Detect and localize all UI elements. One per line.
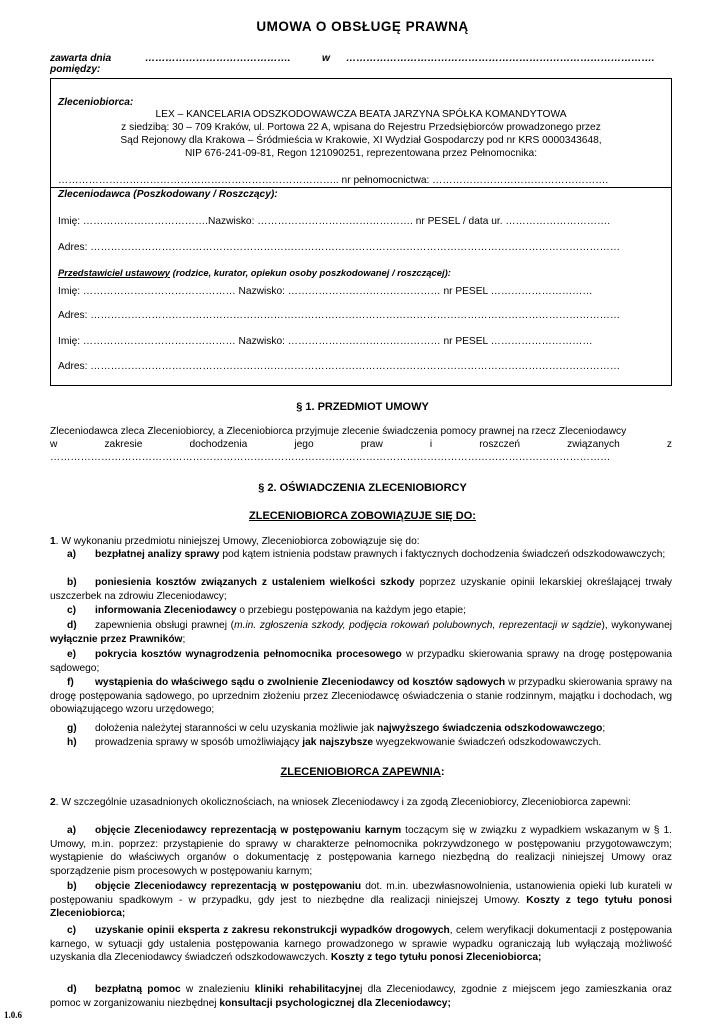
intro-number: 1 [50, 536, 56, 547]
word: praw [360, 439, 383, 450]
pomiedzy-label: pomiędzy: [50, 64, 101, 75]
version-label: 1.0.6 [4, 1010, 22, 1020]
rep1-name-field[interactable]: Imię: ……………………………………… Nazwisko: ……………………………………… nr PESEL ………………………… [58, 286, 593, 297]
parties-box [50, 78, 672, 386]
zleceniobiorca-nip: NIP 676-241-09-81, Regon 121090251, reprezentowana przez Pełnomocnika: [184, 148, 538, 159]
list-item-e: e) pokrycia kosztów wynagrodzenia pełnomocnika procesowego w przypadku skierowania sprawy na drogę postępowania sądowego; [50, 649, 672, 674]
rep2-name-field[interactable]: Imię: ……………………………………… Nazwisko: ……………………………………… nr PESEL ………………………… [58, 336, 593, 347]
section2-subtitle1: ZLECENIOBIORCA ZOBOWIĄZUJE SIĘ DO: [249, 510, 476, 522]
section2-p2-intro: 2. W szczególnie uzasadnionych okolicznościach, na wniosek Zleceniodawcy i za zgodą Zleceniobiorcy, Zleceniobiorca zapewni: [50, 797, 631, 808]
list2-item-b: b) objęcie Zleceniodawcy reprezentacją w postępowaniu dot. m.in. ubezwłasnowolnienia, ustanowienia opieki lub kurateli w postępowaniu spadkowym - w przypadku, gdy jest to niezbędne dla realizacji niniejszej Umowy. Koszty z tego tytułu ponosi Zleceniobiorca; [50, 881, 672, 919]
intro-text: . W wykonaniu przedmiotu niniejszej Umowy, Zleceniobiorca zobowiązuje się do: [55, 536, 420, 547]
zleceniodawca-address-field[interactable]: Adres: ………………………………………………………………………………………………………………………………………… [58, 242, 621, 253]
representative-label [58, 266, 451, 280]
list-item-c: c) informowania Zleceniodawcy o przebiegu postępowania na każdym jego etapie; [67, 605, 466, 616]
word: z [666, 439, 672, 450]
list-item-d: d) zapewnienia obsługi prawnej (m.in. zgłoszenia szkody, podjęcia rokowań polubownych, reprezentacji w sądzie), wykonywanej wyłącznie przez Prawników; [50, 620, 673, 645]
representative-desc: (rodzice, kurator, opiekun osoby poszkodowanej / roszczącej): [170, 267, 451, 278]
list2-item-c: c) uzyskanie opinii eksperta z zakresu rekonstrukcji wypadków drogowych, celem weryfikacji dokumentacji z postępowania karnego, w sytuacji gdy ustalenia postępowania karnego prowadzonego w sprawie wypadku ograniczają lub wyłączają możliwość uzyskania dla Zleceniodawcy świadczeń odszkodowawczych. Koszty z tego tytułu ponosi Zleceniobiorca; [50, 925, 672, 963]
zleceniobiorca-name: LEX – KANCELARIA ODSZKODOWAWCZA BEATA JARZYNA SPÓŁKA KOMANDYTOWA [155, 109, 567, 120]
zleceniobiorca-label: Zleceniobiorca: [58, 97, 134, 108]
zawarta-label: zawarta dnia [50, 53, 112, 64]
word: zakresie [104, 439, 143, 450]
word: związanych [567, 439, 620, 450]
rep2-address-field[interactable]: Adres: ………………………………………………………………………………………………………………………………………… [58, 361, 621, 372]
list-item-h: h) prowadzenia sprawy w sposób umożliwiający jak najszybsze wyegzekwowanie świadczeń odszkodowawczych. [67, 737, 602, 748]
word: roszczeń [479, 439, 521, 450]
word: i [429, 439, 433, 450]
pelnomocnik-field[interactable]: ……………………………………………………………………….. nr pełnomocnictwa: ……………………………………………. [58, 175, 609, 186]
list-item-f: f) wystąpienia do właściwego sądu o zwolnienie Zleceniodawcy od kosztów sądowych w przypadku skierowania sprawy na drogę postępowania sądowego, po uprzednim złożeniu przez Zleceniodawcę oświadczenia o stanie rodzinnym, majątku i dochodach, wg obowiązującego wzoru urzędowego; [50, 677, 672, 715]
section1-title: § 1. PRZEDMIOT UMOWY [296, 401, 429, 413]
zleceniodawca-name-field[interactable]: Imię: ……………………………….Nazwisko: ………………………………………. nr PESEL / data ur. …………………………. [58, 216, 611, 227]
document-title: UMOWA O OBSŁUGĘ PRAWNĄ [256, 19, 469, 34]
word: dochodzenia [189, 439, 248, 450]
word: w [50, 439, 58, 450]
section2-intro [50, 535, 420, 549]
word: jego [294, 439, 314, 450]
contract-date-place [50, 53, 680, 75]
list-item-g: g) dołożenia należytej staranności w celu uzyskania możliwie jak najwyższego świadczenia odszkodowawczego; [67, 723, 606, 734]
list2-item-a: a) objęcie Zleceniodawcy reprezentacją w postępowaniu karnym toczącym się w związku z wypadkiem wskazanym w § 1. Umowy, m.in. poprzez: przystąpienie do sprawy w charakterze pełnomocnika pokrzywdzonego w postępowaniu przygotowawczym; wystąpienie do właściwych organów o dokumentację z postępowania karnego niezbędną do realizacji niniejszej Umowy oraz sporządzenie pism procesowych w postępowaniu karnym; [50, 825, 672, 877]
list-item-b: b) poniesienia kosztów związanych z ustaleniem wielkości szkody poprzez uzyskanie opinii lekarskiej określającej trwały uszczerbek na zdrowiu Zleceniodawcy; [50, 577, 672, 602]
zleceniodawca-label: Zleceniodawca (Poszkodowany / Roszczący): [58, 189, 278, 200]
representative-title: Przedstawiciel ustawowy [58, 267, 171, 278]
section2-subtitle2: ZLECENIOBIORCA ZAPEWNIA: [280, 766, 445, 778]
section1-claim-field[interactable]: ………………………………………………………………………………………………………………………………………………… [50, 452, 611, 463]
date-field[interactable]: ……………………………………. [145, 53, 291, 64]
rep1-address-field[interactable]: Adres: ………………………………………………………………………………………………………………………………………… [58, 310, 621, 321]
zleceniobiorca-address: z siedzibą: 30 – 709 Kraków, ul. Portowa 22 A, wpisana do Rejestru Przedsiębiorców prowadzonego przez [121, 122, 601, 133]
section1-line2 [50, 438, 672, 452]
place-field[interactable]: ………………………………………………………………………………. [346, 53, 655, 64]
section1-line1: Zleceniodawca zleca Zleceniobiorcy, a Zleceniobiorca przyjmuje zlecenie świadczenia pomocy prawnej na rzecz Zleceniodawcy [50, 426, 627, 437]
zleceniobiorca-court: Sąd Rejonowy dla Krakowa – Śródmieścia w Krakowie, XI Wydział Gospodarczy pod nr KRS 0000343648, [120, 135, 602, 146]
section2-title: § 2. OŚWIADCZENIA ZLECENIOBIORCY [258, 482, 467, 494]
w-label: w [322, 53, 330, 64]
list-item-a: a) bezpłatnej analizy sprawy pod kątem istnienia podstaw prawnych i faktycznych dochodzenia świadczeń odszkodowawczych; [67, 549, 666, 560]
list2-item-d: d) bezpłatną pomoc w znalezieniu kliniki rehabilitacyjnej dla Zleceniodawcy, zgodnie z miejscem jego zamieszkania oraz pomoc w zorganizowaniu niezbędnej konsultacji psychologicznej dla Zleceniodawcy; [50, 984, 672, 1009]
